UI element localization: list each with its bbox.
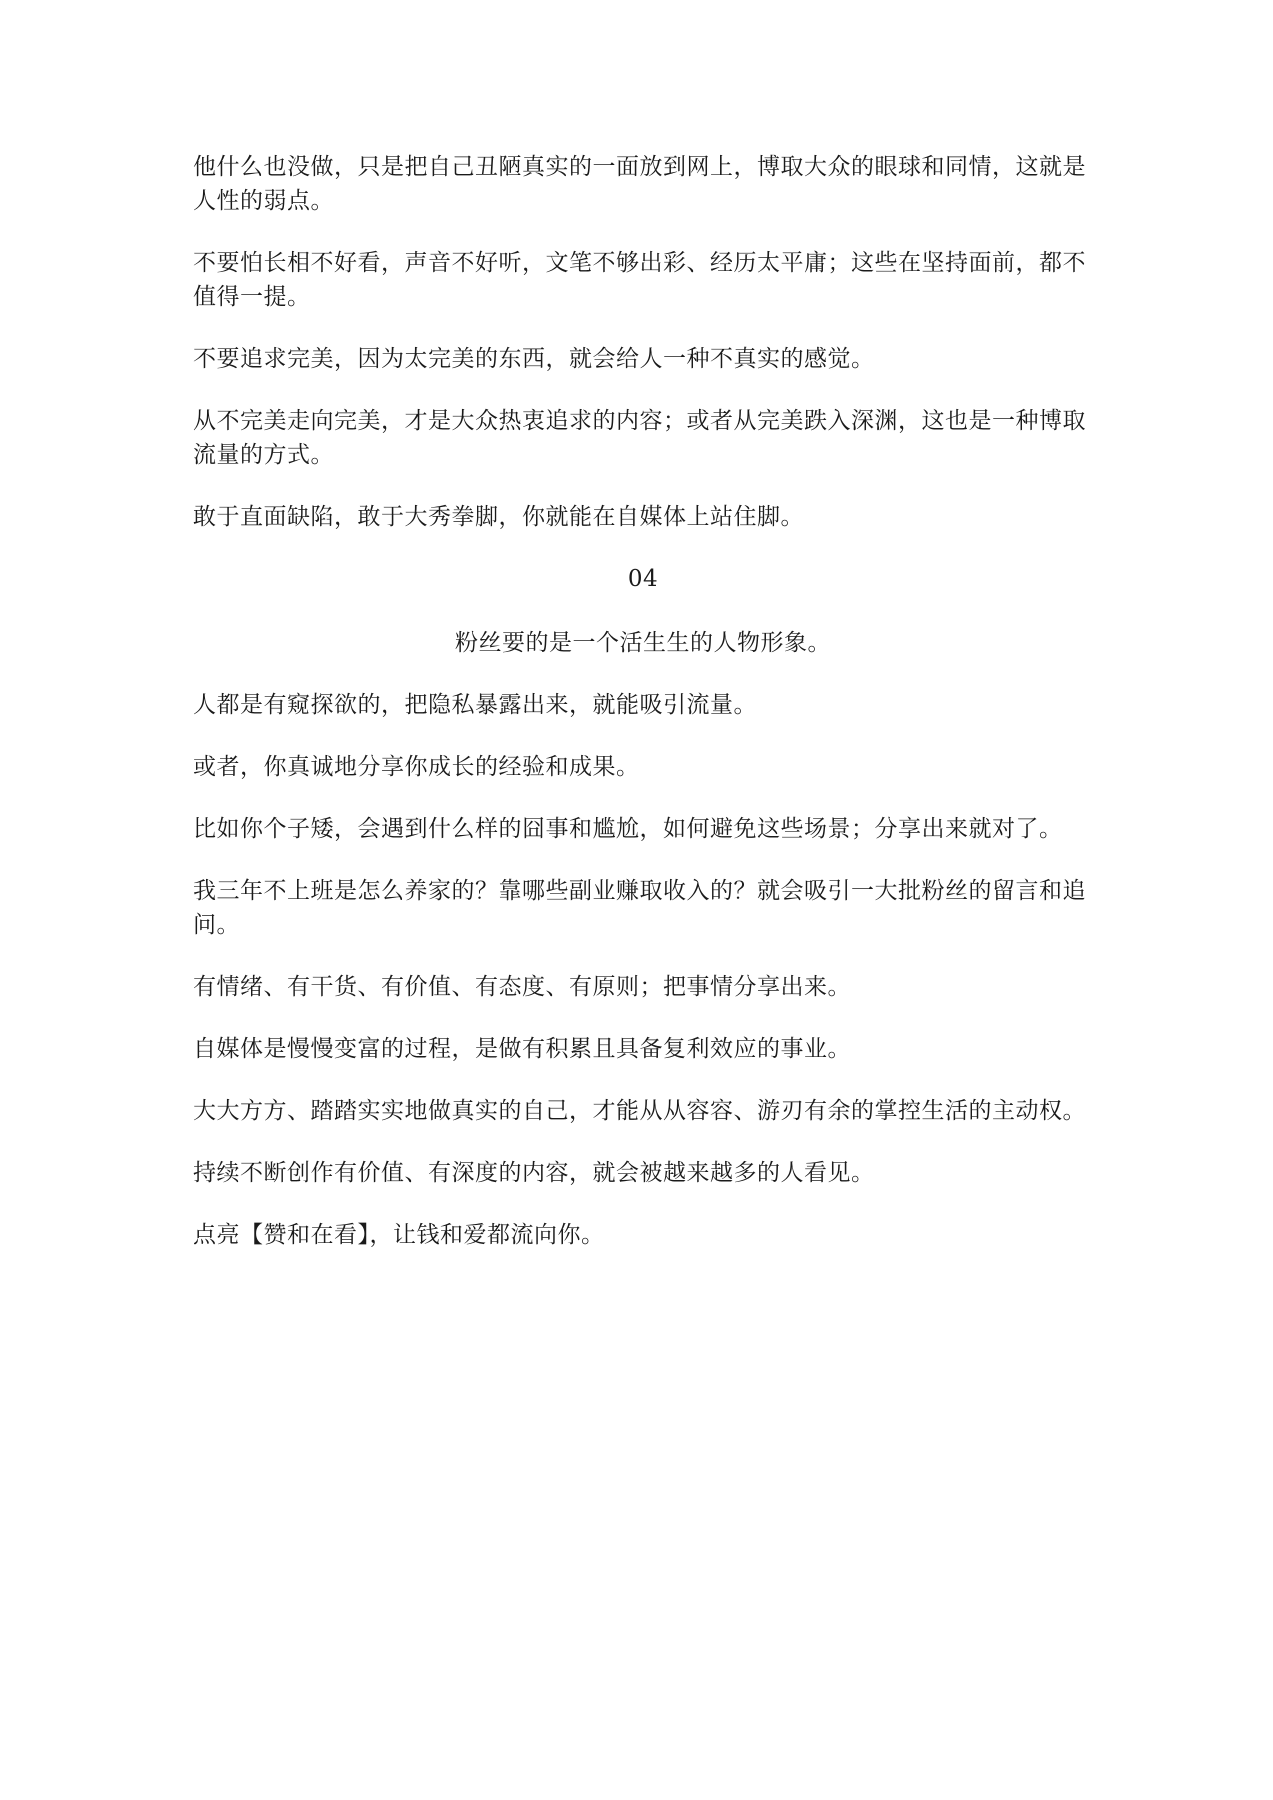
paragraph: 不要追求完美，因为太完美的东西，就会给人一种不真实的感觉。: [193, 346, 875, 372]
paragraph: 不要怕长相不好看，声音不好听，文笔不够出彩、经历太平庸；这些在坚持面前，都不值得一提。: [193, 250, 1086, 310]
paragraph: 点亮【赞和在看】，让钱和爱都流向你。: [193, 1222, 605, 1248]
paragraph: 持续不断创作有价值、有深度的内容，就会被越来越多的人看见。: [193, 1160, 875, 1186]
section-heading: 粉丝要的是一个活生生的人物形象。: [455, 630, 831, 656]
paragraph: 或者，你真诚地分享你成长的经验和成果。: [193, 754, 640, 780]
paragraph: 他什么也没做，只是把自己丑陋真实的一面放到网上，博取大众的眼球和同情，这就是人性的弱点。: [193, 154, 1086, 214]
section-number: 04: [627, 566, 659, 592]
paragraph: 人都是有窥探欲的，把隐私暴露出来，就能吸引流量。: [193, 692, 757, 718]
paragraph: 有情绪、有干货、有价值、有态度、有原则；把事情分享出来。: [193, 974, 851, 1000]
paragraph: 自媒体是慢慢变富的过程，是做有积累且具备复利效应的事业。: [193, 1036, 851, 1062]
document-page: [193, 150, 1093, 1280]
paragraph: 敢于直面缺陷，敢于大秀拳脚，你就能在自媒体上站住脚。: [193, 504, 804, 530]
paragraph: 比如你个子矮，会遇到什么样的囧事和尴尬，如何避免这些场景；分享出来就对了。: [193, 816, 1063, 842]
paragraph: 从不完美走向完美，才是大众热衷追求的内容；或者从完美跌入深渊，这也是一种博取流量的方式。: [193, 408, 1086, 468]
paragraph: 大大方方、踏踏实实地做真实的自己，才能从从容容、游刃有余的掌控生活的主动权。: [193, 1098, 1086, 1124]
paragraph: 我三年不上班是怎么养家的？靠哪些副业赚取收入的？就会吸引一大批粉丝的留言和追问。: [193, 878, 1086, 938]
